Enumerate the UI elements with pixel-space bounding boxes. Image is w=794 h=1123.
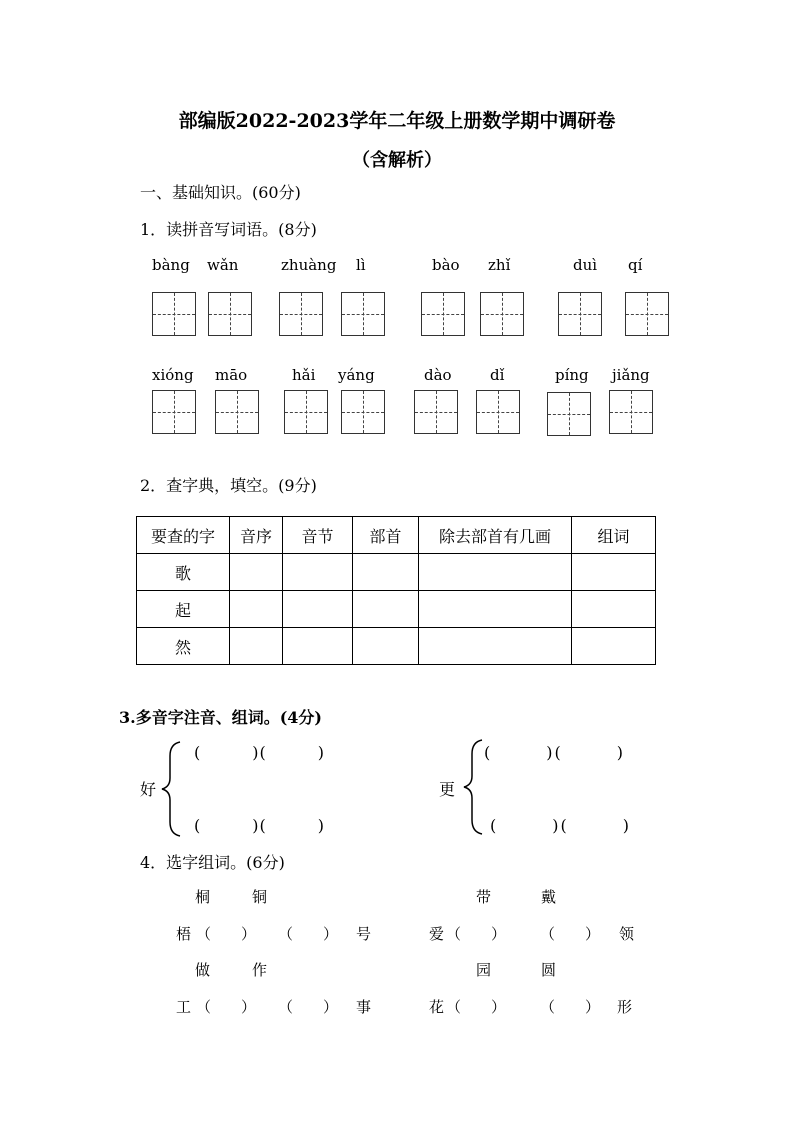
question-4-label: 4．选字组词。(6分) xyxy=(140,853,285,872)
answer-blanks[interactable]: ( )( ) xyxy=(490,816,631,835)
table-header: 组词 xyxy=(572,517,656,554)
pinyin: xióng xyxy=(152,366,194,384)
pinyin: dào xyxy=(424,366,452,384)
pinyin: dǐ xyxy=(490,366,505,384)
answer-cell[interactable] xyxy=(572,554,656,591)
writing-grid-box[interactable] xyxy=(152,292,196,336)
answer-cell[interactable] xyxy=(230,591,283,628)
writing-grid-box[interactable] xyxy=(476,390,520,434)
table-header: 音节 xyxy=(283,517,353,554)
table-header: 除去部首有几画 xyxy=(419,517,572,554)
pinyin: qí xyxy=(628,256,643,274)
pinyin: lì xyxy=(356,256,366,274)
option-char: 园 xyxy=(476,961,492,979)
answer-cell[interactable] xyxy=(419,591,572,628)
writing-grid-box[interactable] xyxy=(279,292,323,336)
pinyin: zhǐ xyxy=(488,256,511,274)
fill-blank[interactable]: （ ） xyxy=(446,925,507,943)
writing-grid-box[interactable] xyxy=(208,292,252,336)
answer-cell[interactable] xyxy=(283,591,353,628)
table-header-row xyxy=(137,517,656,554)
writing-grid-box[interactable] xyxy=(421,292,465,336)
answer-cell[interactable] xyxy=(353,628,419,665)
pinyin: māo xyxy=(215,366,248,384)
fill-blank[interactable]: （ ） xyxy=(540,998,601,1016)
pinyin: bào xyxy=(432,256,460,274)
writing-grid-box[interactable] xyxy=(547,392,591,436)
word-left-char: 工 xyxy=(176,998,192,1016)
lookup-char: 然 xyxy=(137,628,230,665)
word-right-char: 号 xyxy=(356,925,372,943)
brace-icon xyxy=(462,738,486,836)
answer-cell[interactable] xyxy=(572,628,656,665)
table-row xyxy=(137,591,656,628)
answer-cell[interactable] xyxy=(230,554,283,591)
page-title: 部编版2022-2023学年二年级上册数学期中调研卷 xyxy=(178,110,616,132)
answer-blanks[interactable]: ( )( ) xyxy=(484,743,625,762)
writing-grid-box[interactable] xyxy=(558,292,602,336)
fill-blank[interactable]: （ ） xyxy=(540,925,601,943)
fill-blank[interactable]: （ ） xyxy=(196,998,257,1016)
question-2-label: 2．查字典，填空。(9分) xyxy=(140,476,317,495)
answer-cell[interactable] xyxy=(353,591,419,628)
option-char: 作 xyxy=(252,961,268,979)
table-row xyxy=(137,554,656,591)
writing-grid-box[interactable] xyxy=(284,390,328,434)
dictionary-table xyxy=(136,516,656,665)
option-char: 铜 xyxy=(252,888,268,906)
pinyin: jiǎng xyxy=(612,366,650,384)
table-header: 部首 xyxy=(353,517,419,554)
fill-blank[interactable]: （ ） xyxy=(446,998,507,1016)
answer-cell[interactable] xyxy=(419,628,572,665)
writing-grid-box[interactable] xyxy=(480,292,524,336)
writing-grid-box[interactable] xyxy=(625,292,669,336)
answer-cell[interactable] xyxy=(572,591,656,628)
answer-cell[interactable] xyxy=(419,554,572,591)
option-char: 戴 xyxy=(541,888,557,906)
word-left-char: 花 xyxy=(429,998,445,1016)
brace-icon xyxy=(160,740,184,838)
word-right-char: 事 xyxy=(356,998,372,1016)
pinyin: duì xyxy=(573,256,598,274)
answer-cell[interactable] xyxy=(283,554,353,591)
table-header: 音序 xyxy=(230,517,283,554)
section-heading: 一、基础知识。(60分) xyxy=(140,183,301,202)
table-header: 要查的字 xyxy=(137,517,230,554)
pinyin: bàng xyxy=(152,256,190,274)
answer-blanks[interactable]: ( )( ) xyxy=(194,743,325,762)
option-char: 桐 xyxy=(195,888,211,906)
page-subtitle: （含解析） xyxy=(352,150,442,171)
writing-grid-box[interactable] xyxy=(609,390,653,434)
pinyin: hǎi xyxy=(292,366,316,384)
fill-blank[interactable]: （ ） xyxy=(278,998,339,1016)
answer-cell[interactable] xyxy=(353,554,419,591)
writing-grid-box[interactable] xyxy=(341,292,385,336)
writing-grid-box[interactable] xyxy=(215,390,259,434)
pinyin: píng xyxy=(555,366,589,384)
table-row xyxy=(137,628,656,665)
word-right-char: 领 xyxy=(619,925,635,943)
pinyin: zhuàng xyxy=(281,256,337,274)
question-3-label: 3.多音字注音、组词。(4分) xyxy=(119,708,322,727)
polyphone-char: 好 xyxy=(140,780,157,799)
fill-blank[interactable]: （ ） xyxy=(278,925,339,943)
option-char: 圆 xyxy=(541,961,557,979)
answer-blanks[interactable]: ( )( ) xyxy=(194,816,325,835)
word-left-char: 爱 xyxy=(429,925,445,943)
fill-blank[interactable]: （ ） xyxy=(196,925,257,943)
polyphone-char: 更 xyxy=(439,780,456,799)
word-left-char: 梧 xyxy=(176,925,192,943)
writing-grid-box[interactable] xyxy=(414,390,458,434)
option-char: 带 xyxy=(476,888,492,906)
writing-grid-box[interactable] xyxy=(341,390,385,434)
lookup-char: 起 xyxy=(137,591,230,628)
pinyin: yáng xyxy=(338,366,375,384)
pinyin: wǎn xyxy=(207,256,239,274)
lookup-char: 歌 xyxy=(137,554,230,591)
word-right-char: 形 xyxy=(617,998,633,1016)
writing-grid-box[interactable] xyxy=(152,390,196,434)
answer-cell[interactable] xyxy=(230,628,283,665)
option-char: 做 xyxy=(195,961,211,979)
question-1-label: 1．读拼音写词语。(8分) xyxy=(140,220,317,239)
answer-cell[interactable] xyxy=(283,628,353,665)
